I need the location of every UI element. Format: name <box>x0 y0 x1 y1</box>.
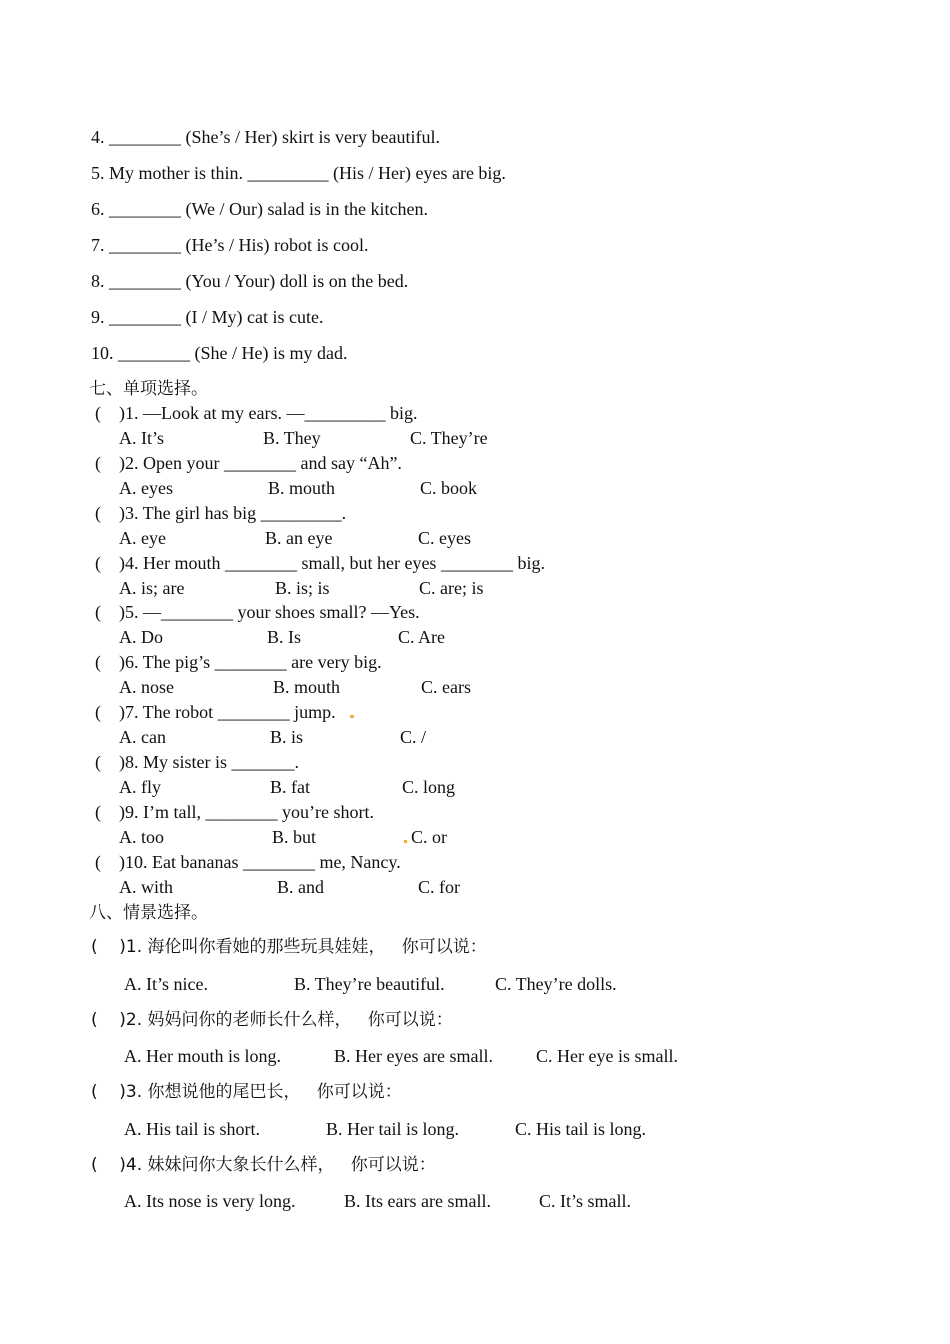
option-b: B. They’re beautiful. <box>294 974 445 994</box>
option-b: B. Her eyes are small. <box>334 1046 493 1066</box>
option-a: A. fly <box>119 777 161 797</box>
option-c: C. It’s small. <box>539 1191 632 1211</box>
fill-in-item: 7. ________ (He’s / His) robot is cool. <box>91 235 369 255</box>
question-stem: ( )1. 海伦叫你看她的那些玩具娃娃， 你可以说： <box>91 937 487 957</box>
fill-in-item: 5. My mother is thin. _________ (His / Her) eyes are big. <box>91 163 506 183</box>
option-b: B. an eye <box>265 528 333 548</box>
option-b: B. They <box>263 428 321 448</box>
option-c: C. / <box>400 727 427 747</box>
fill-in-item: 9. ________ (I / My) cat is cute. <box>91 307 324 327</box>
option-c: C. for <box>418 877 460 897</box>
fill-in-item: 4. ________ (She’s / Her) skirt is very beautiful. <box>91 127 440 147</box>
option-c: C. They’re <box>410 428 488 448</box>
option-c: C. His tail is long. <box>515 1119 647 1139</box>
stray-mark <box>404 840 407 843</box>
question-stem: ( )6. The pig’s ________ are very big. <box>95 652 382 672</box>
option-a: A. It’s <box>119 428 164 448</box>
option-b: B. Its ears are small. <box>344 1191 491 1211</box>
option-a: A. His tail is short. <box>124 1119 261 1139</box>
option-a: A. It’s nice. <box>124 974 208 994</box>
option-a: A. eyes <box>119 478 173 498</box>
option-b: B. mouth <box>273 677 341 697</box>
question-stem: ( )8. My sister is _______. <box>95 752 299 772</box>
question-stem: ( )3. The girl has big _________. <box>95 503 347 523</box>
option-a: A. is; are <box>119 578 185 598</box>
question-stem: ( )7. The robot ________ jump. <box>95 702 336 722</box>
option-b: B. and <box>277 877 324 897</box>
option-a: A. eye <box>119 528 166 548</box>
option-b: B. is; is <box>275 578 330 598</box>
option-b: B. mouth <box>268 478 336 498</box>
question-stem: ( )4. 妹妹问你大象长什么样， 你可以说： <box>91 1155 436 1175</box>
option-b: B. Is <box>267 627 302 647</box>
option-c: C. are; is <box>419 578 484 598</box>
option-c: C. or <box>411 827 447 847</box>
section-heading-single-choice: 七、单项选择。 <box>89 379 208 399</box>
option-c: C. They’re dolls. <box>495 974 617 994</box>
option-c: C. Her eye is small. <box>536 1046 678 1066</box>
option-c: C. Are <box>398 627 445 647</box>
question-stem: ( )2. 妈妈问你的老师长什么样， 你可以说： <box>91 1010 453 1030</box>
question-stem: ( )9. I’m tall, ________ you’re short. <box>95 802 374 822</box>
option-c: C. eyes <box>418 528 471 548</box>
option-b: B. is <box>270 727 304 747</box>
question-stem: ( )10. Eat bananas ________ me, Nancy. <box>95 852 401 872</box>
option-a: A. Do <box>119 627 163 647</box>
option-b: B. but <box>272 827 317 847</box>
fill-in-item: 8. ________ (You / Your) doll is on the bed. <box>91 271 409 291</box>
option-c: C. ears <box>421 677 471 697</box>
option-a: A. Its nose is very long. <box>124 1191 296 1211</box>
option-c: C. long <box>402 777 456 797</box>
section-heading-situation-choice: 八、情景选择。 <box>89 903 208 923</box>
stray-mark <box>350 715 354 718</box>
question-stem: ( )1. —Look at my ears. —_________ big. <box>95 403 418 423</box>
option-b: B. Her tail is long. <box>326 1119 459 1139</box>
option-b: B. fat <box>270 777 310 797</box>
option-a: A. too <box>119 827 164 847</box>
option-c: C. book <box>420 478 478 498</box>
question-stem: ( )3. 你想说他的尾巴长， 你可以说： <box>91 1082 402 1102</box>
option-a: A. Her mouth is long. <box>124 1046 281 1066</box>
option-a: A. with <box>119 877 173 897</box>
option-a: A. nose <box>119 677 174 697</box>
question-stem: ( )2. Open your ________ and say “Ah”. <box>95 453 402 473</box>
question-stem: ( )5. —________ your shoes small? —Yes. <box>95 602 420 622</box>
fill-in-item: 6. ________ (We / Our) salad is in the kitchen. <box>91 199 428 219</box>
fill-in-item: 10. ________ (She / He) is my dad. <box>91 343 348 363</box>
question-stem: ( )4. Her mouth ________ small, but her eyes ________ big. <box>95 553 545 573</box>
option-a: A. can <box>119 727 166 747</box>
